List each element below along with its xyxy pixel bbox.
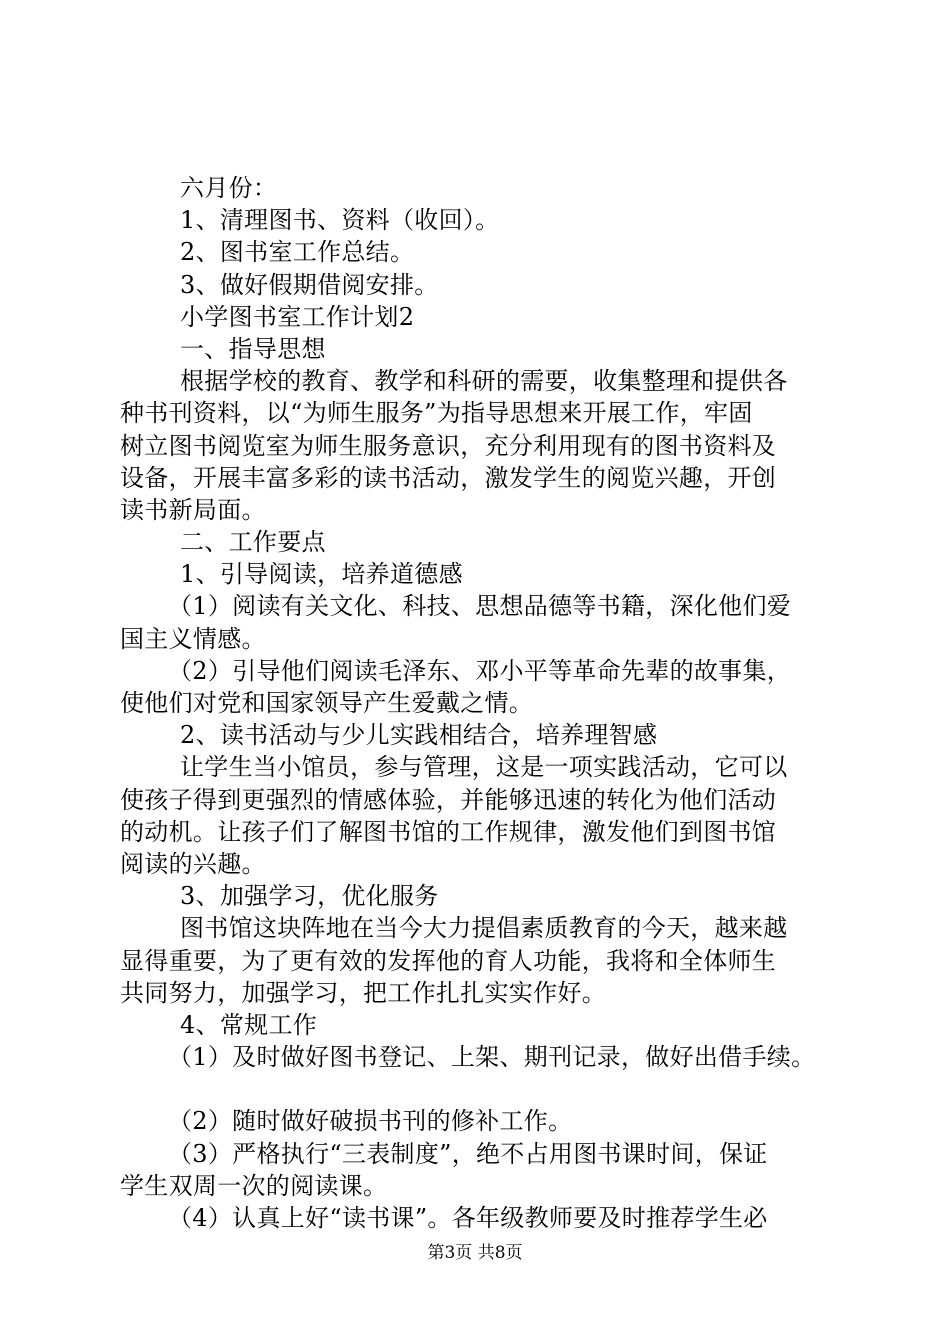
paragraph-line: 阅读的兴趣。 bbox=[120, 849, 266, 878]
paragraph-line: （3）严格执行“三表制度”，绝不占用图书课时间，保证 bbox=[168, 1139, 768, 1168]
paragraph-line: （2）随时做好破损书刊的修补工作。 bbox=[168, 1107, 573, 1136]
section-heading: 六月份： bbox=[180, 174, 278, 202]
subsection-heading: 3、加强学习，优化服务 bbox=[180, 882, 439, 911]
paragraph-line: 让学生当小馆员，参与管理，这是一项实践活动，它可以 bbox=[180, 753, 788, 782]
subsection-heading: 4、常规工作 bbox=[180, 1010, 318, 1039]
paragraph-line: 使他们对党和国家领导产生爱戴之情。 bbox=[120, 689, 534, 717]
document-body bbox=[120, 172, 840, 1234]
paragraph-line: 设备，开展丰富多彩的读书活动，激发学生的阅览兴趣，开创 bbox=[120, 463, 777, 492]
section-heading: 二、工作要点 bbox=[180, 528, 326, 557]
paragraph-line: 使孩子得到更强烈的情感体验，并能够迅速的转化为他们活动 bbox=[120, 785, 777, 814]
paragraph-line: （1）阅读有关文化、科技、思想品德等书籍，深化他们爱 bbox=[168, 592, 792, 621]
section-heading: 一、指导思想 bbox=[180, 334, 326, 363]
subsection-heading: 1、引导阅读，培养道德感 bbox=[180, 560, 463, 589]
paragraph-line: 学生双周一次的阅读课。 bbox=[120, 1171, 388, 1200]
paragraph-line: 显得重要，为了更有效的发挥他的育人功能，我将和全体师生 bbox=[120, 946, 777, 975]
page-number-footer: 第3页 共8页 bbox=[427, 1243, 523, 1263]
paragraph-line: （2）引导他们阅读毛泽东、邓小平等革命先辈的故事集， bbox=[168, 656, 792, 685]
paragraph-line: 读书新局面。 bbox=[120, 495, 266, 524]
paragraph-line: 种书刊资料，以“为师生服务”为指导思想来开展工作，牢固 bbox=[120, 399, 753, 428]
blank-line bbox=[120, 1073, 840, 1105]
list-item: 1、清理图书、资料（收回）。 bbox=[180, 206, 500, 235]
paragraph-line: 国主义情感。 bbox=[120, 624, 266, 653]
list-item: 3、做好假期借阅安排。 bbox=[180, 270, 439, 299]
paragraph-line: 树立图书阅览室为师生服务意识，充分利用现有的图书资料及 bbox=[120, 431, 777, 460]
document-title: 小学图书室工作计划2 bbox=[180, 302, 415, 331]
subsection-heading: 2、读书活动与少儿实践相结合，培养理智感 bbox=[180, 721, 658, 750]
paragraph-line: （4）认真上好“读书课”。各年级教师要及时推荐学生必 bbox=[168, 1204, 768, 1232]
paragraph-line: 的动机。让孩子们了解图书馆的工作规律，激发他们到图书馆 bbox=[120, 817, 777, 846]
paragraph-line: 共同努力，加强学习，把工作扎扎实实作好。 bbox=[120, 978, 606, 1007]
list-item: 2、图书室工作总结。 bbox=[180, 238, 415, 267]
paragraph-line: （1）及时做好图书登记、上架、期刊记录，做好出借手续。 bbox=[168, 1043, 816, 1072]
paragraph-line: 图书馆这块阵地在当今大力提倡素质教育的今天，越来越 bbox=[180, 914, 788, 943]
paragraph-line: 根据学校的教育、教学和科研的需要，收集整理和提供各 bbox=[180, 367, 788, 396]
